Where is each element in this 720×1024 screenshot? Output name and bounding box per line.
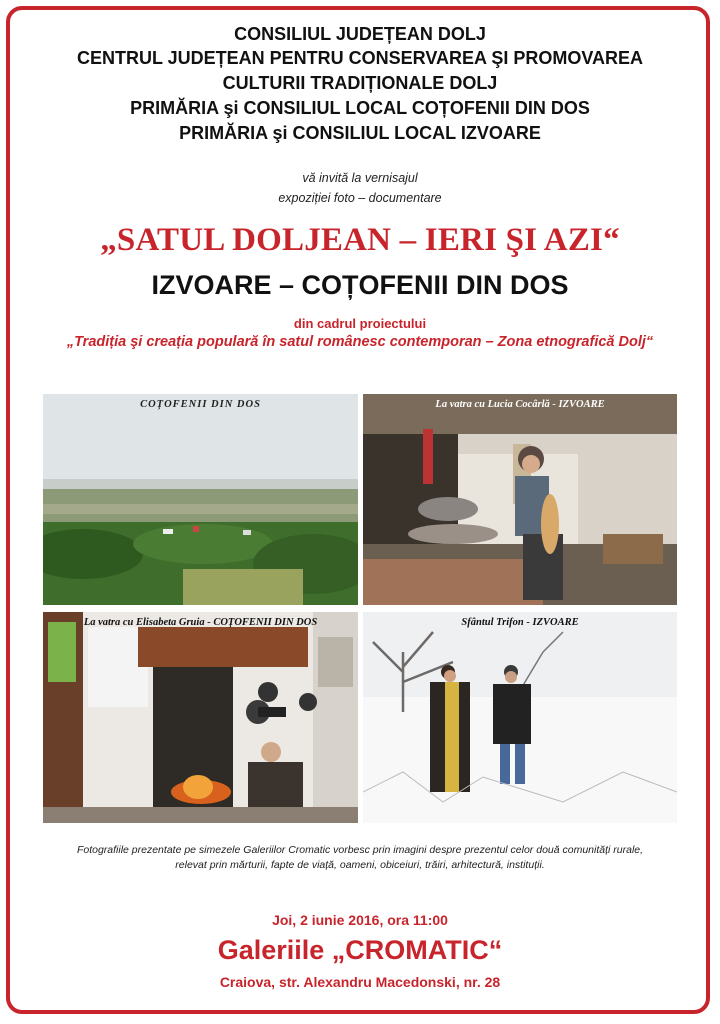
photo-caption: Sfântul Trifon - IZVOARE [461, 617, 579, 628]
project-label: din cadrul proiectului [293, 316, 427, 331]
exhibition-title: „SATUL DOLJEAN – IERI ŞI AZI“ [100, 222, 620, 258]
invite-line-1: vă invită la vernisajul [302, 171, 418, 185]
photo-lucia-cocarla [363, 394, 677, 605]
winter-image [363, 612, 677, 823]
organizer-line-2: CENTRUL JUDEȚEAN PENTRU CONSERVAREA ŞI PROMOVAREA [76, 48, 644, 68]
event-date: Joi, 2 iunie 2016, ora 11:00 [272, 912, 448, 928]
fireplace-image [43, 612, 358, 823]
photo-caption: La vatra cu Elisabeta Gruia - COȚOFENII DIN DOS [83, 617, 318, 628]
photo-elisabeta-gruia [43, 612, 358, 823]
hearth-image [363, 394, 677, 605]
organizer-line-5: PRIMĂRIA şi CONSILIUL LOCAL IZVOARE [179, 123, 541, 143]
photo-cotofenii-landscape [43, 394, 358, 605]
venue-address: Craiova, str. Alexandru Macedonski, nr. 28 [219, 974, 501, 990]
description-line-2: relevat prin mărturii, fapte de viață, oameni, obiceiuri, trăiri, arhitectură, instituții. [175, 859, 545, 871]
organizer-line-4: PRIMĂRIA şi CONSILIUL LOCAL COȚOFENII DIN DOS [130, 98, 590, 118]
photo-caption: COȚOFENII DIN DOS [140, 399, 261, 410]
description-line-1: Fotografiile prezentate pe simezele Galeriilor Cromatic vorbesc prin imagini despre prezentul celor două comunități rurale, [76, 844, 644, 856]
photo-caption: La vatra cu Lucia Cocârlă - IZVOARE [435, 399, 605, 410]
photo-sfantul-trifon [363, 612, 677, 823]
organizer-line-3: CULTURII TRADIȚIONALE DOLJ [222, 73, 498, 93]
exhibition-subtitle: IZVOARE – COȚOFENII DIN DOS [151, 270, 569, 300]
venue-name: Galeriile „CROMATIC“ [217, 935, 503, 965]
organizer-line-1: CONSILIUL JUDEȚEAN DOLJ [234, 24, 486, 44]
project-name: „Tradiția şi creația populară în satul românesc contemporan – Zona etnografică Dolj“ [66, 334, 654, 350]
invite-line-2: expoziției foto – documentare [278, 191, 442, 205]
landscape-image [43, 394, 358, 605]
